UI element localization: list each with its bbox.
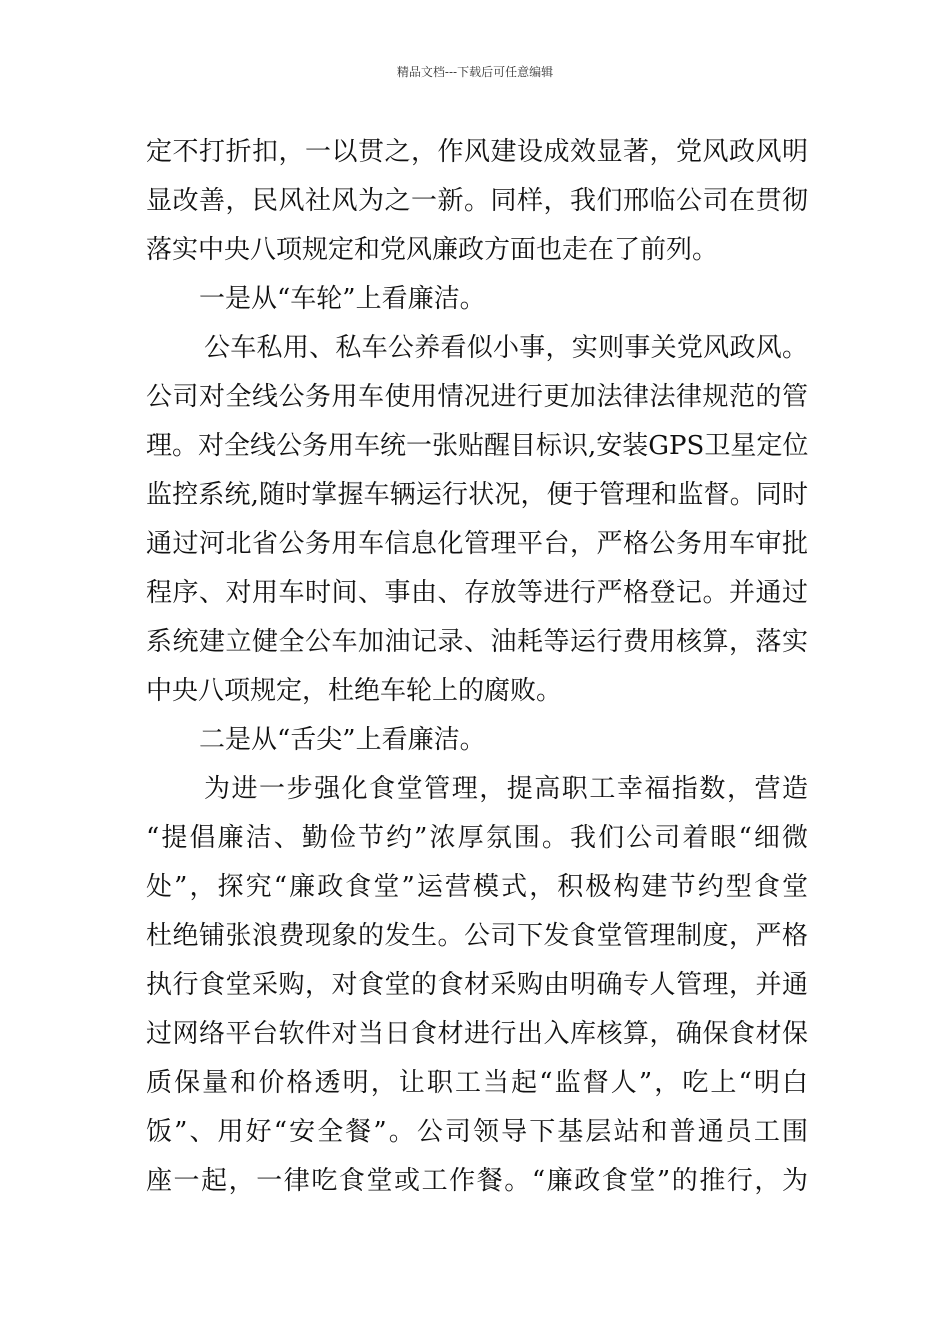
paragraph-line: 落实中央八项规定和党风廉政方面也走在了前列。 [146, 235, 719, 265]
page-header: 精品文档---下载后可任意编辑 [396, 65, 554, 79]
paragraph-line: 监控系统,随时掌握车辆运行状况，便于管理和监督。同时 [146, 480, 808, 510]
paragraph-line: 座一起，一律吃食堂或工作餐。“廉政食堂”的推行，为 [146, 1166, 808, 1196]
document-body [146, 128, 808, 1206]
paragraph-line: 理。对全线公务用车统一张贴醒目标识,安装GPS卫星定位 [146, 431, 808, 461]
paragraph-line: 定不打折扣，一以贯之，作风建设成效显著，党风政风明 [146, 137, 808, 167]
paragraph-line: 公司对全线公务用车使用情况进行更加法律法律规范的管 [146, 382, 808, 412]
paragraph-line: 中央八项规定，杜绝车轮上的腐败。 [146, 676, 563, 706]
paragraph-line: 杜绝铺张浪费现象的发生。公司下发食堂管理制度，严格 [146, 921, 808, 951]
paragraph-line: 显改善，民风社风为之一新。同样，我们邢临公司在贯彻 [146, 186, 808, 216]
paragraph-line: 处”，探究“廉政食堂”运营模式，积极构建节约型食堂 [146, 872, 808, 902]
paragraph-line: 程序、对用车时间、事由、存放等进行严格登记。并通过 [146, 578, 808, 608]
paragraph-line: 为进一步强化食堂管理，提高职工幸福指数，营造 [204, 774, 808, 804]
paragraph-line: 过网络平台软件对当日食材进行出入库核算，确保食材保 [146, 1019, 808, 1049]
paragraph-line: 饭”、用好“安全餐”。公司领导下基层站和普通员工围 [146, 1117, 808, 1147]
section-heading: 二是从“舌尖”上看廉洁。 [199, 725, 486, 755]
section-heading: 一是从“车轮”上看廉洁。 [199, 284, 486, 314]
paragraph-line: 执行食堂采购，对食堂的食材采购由明确专人管理，并通 [146, 970, 808, 1000]
paragraph-line: 质保量和价格透明，让职工当起“监督人”，吃上“明白 [146, 1068, 808, 1098]
paragraph-line: 通过河北省公务用车信息化管理平台，严格公务用车审批 [146, 529, 808, 559]
paragraph-line: “提倡廉洁、勤俭节约”浓厚氛围。我们公司着眼“细微 [146, 823, 808, 853]
paragraph-line: 公车私用、私车公养看似小事，实则事关党风政风。 [204, 333, 808, 363]
paragraph-line: 系统建立健全公车加油记录、油耗等运行费用核算，落实 [146, 627, 808, 657]
